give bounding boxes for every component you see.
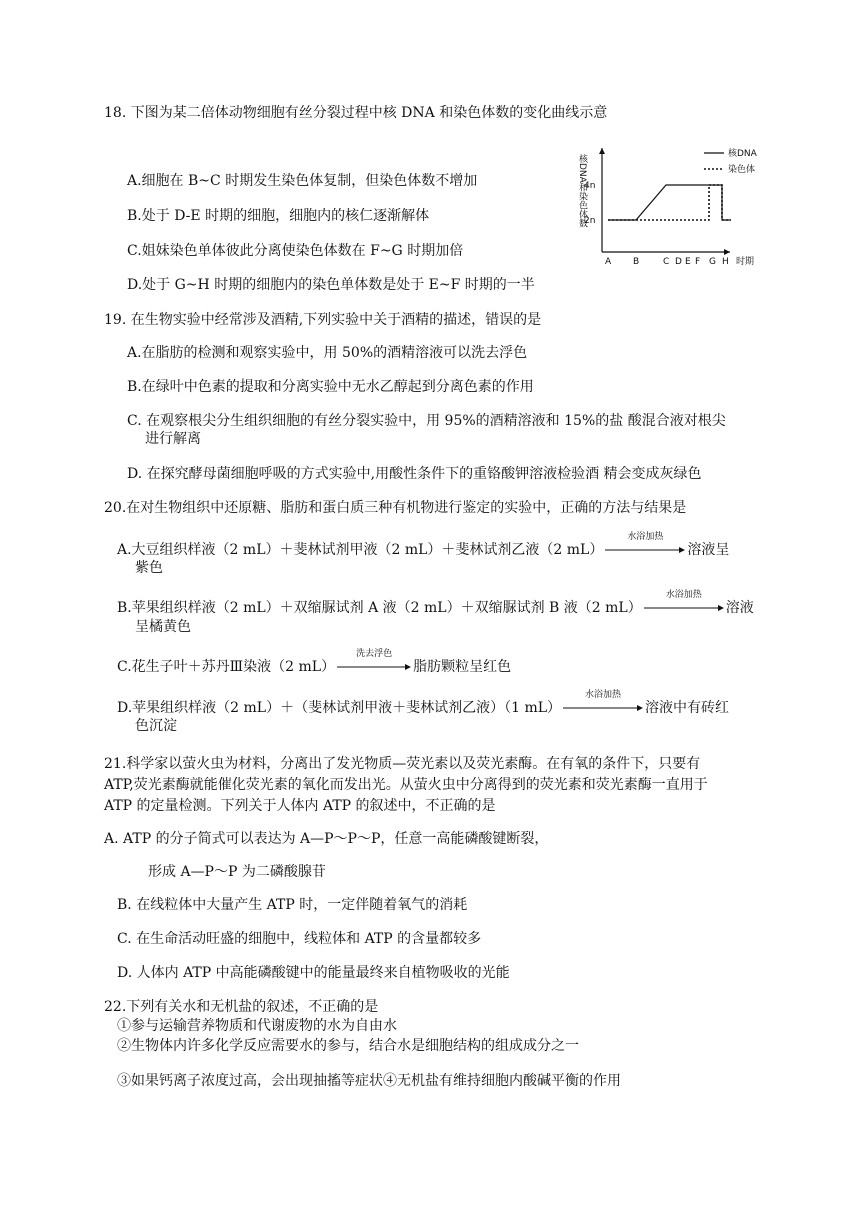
- q18-stem: 18. 下图为某二倍体动物细胞有丝分裂过程中核 DNA 和染色体数的变化曲线示意: [104, 105, 608, 121]
- x-axis-arrow: [724, 249, 730, 255]
- y-axis-label: 核DNA和染色体数: [577, 154, 587, 228]
- q19-option-b: B.在绿叶中色素的提取和分离实验中无水乙醇起到分离色素的作用: [127, 379, 534, 395]
- q19-option-c-line1: C. 在观察根尖分生组织细胞的有丝分裂实验中，用 95%的酒精溶液和 15%的盐 酸混合液对根尖: [127, 413, 726, 429]
- arrow-icon: [644, 590, 724, 613]
- q22-stem: 22.下列有关水和无机盐的叙述，不正确的是: [104, 999, 379, 1015]
- q19-option-c-line2: 进行解离: [145, 431, 201, 447]
- arrow-icon: [605, 532, 685, 555]
- x-tick-label: D: [675, 257, 682, 267]
- legend-label-chromosome: 染色体: [728, 165, 756, 175]
- x-tick-label: B: [633, 257, 640, 267]
- q21-stem-line2: ATP,荧光素酶就能催化荧光素的氧化而发出光。从萤火虫中分离得到的荧光素和荧光素酶一直用于: [104, 777, 708, 793]
- q20-option-c-result: 脂肪颗粒呈红色: [413, 659, 512, 675]
- q19-option-d: D. 在探究酵母菌细胞呼吸的方式实验中,用酸性条件下的重铬酸钾溶液检验酒 精会变成灰绿色: [127, 466, 702, 482]
- y-tick-label: 4n: [584, 181, 596, 191]
- q18-option-d: D.处于 G~H 时期的细胞内的染色单体数是处于 E~F 时期的一半: [127, 277, 535, 293]
- q19-option-a: A.在脂肪的检测和观察实验中，用 50%的酒精溶液可以洗去浮色: [127, 345, 528, 361]
- x-axis-label: 时期: [736, 257, 755, 267]
- q22-statement-2: ②生物体内许多化学反应需要水的参与，结合水是细胞结构的组成成分之一: [117, 1038, 579, 1054]
- dna-chromosome-chart: [572, 142, 772, 282]
- q21-option-a-line2: 形成 A—P～P 为二磷酸腺苷: [148, 864, 326, 880]
- q20-a-arrow-label: 水浴加热: [627, 532, 664, 542]
- q21-option-b: B. 在线粒体中大量产生 ATP 时，一定伴随着氧气的消耗: [117, 897, 468, 913]
- q20-option-a-result: 溶液呈: [687, 542, 730, 558]
- q21-option-a-line1: A. ATP 的分子简式可以表达为 A—P～P～P，任意一高能磷酸键断裂，: [104, 831, 549, 847]
- q20-stem: 20.在对生物组织中还原糖、脂肪和蛋白质三种有机物进行鉴定的实验中，正确的方法与结果是: [104, 500, 687, 516]
- series-line-chromosome: [608, 185, 731, 220]
- x-tick-label: E: [685, 257, 691, 267]
- q21-stem-line1: 21.科学家以萤火虫为材料，分离出了发光物质—荧光素以及荧光素酶。在有氧的条件下，只要有: [104, 756, 701, 772]
- y-axis-arrow: [599, 148, 605, 154]
- q20-b-arrow-label: 水浴加热: [665, 590, 702, 600]
- x-tick-label: A: [605, 257, 612, 267]
- q21-option-c: C. 在生命活动旺盛的细胞中，线粒体和 ATP 的含量都较多: [117, 931, 482, 947]
- q19-stem: 19. 在生物实验中经常涉及酒精,下列实验中关于酒精的描述，错误的是: [104, 312, 542, 328]
- q22-statement-1: ①参与运输营养物质和代谢废物的水为自由水: [117, 1018, 397, 1034]
- q20-option-b-result: 溶液: [725, 600, 754, 616]
- y-tick-label: 2n: [584, 216, 596, 226]
- x-tick-label: H: [722, 257, 729, 267]
- q20-option-c: [117, 649, 512, 677]
- q20-option-c-text: C.花生子叶＋苏丹Ⅲ染液（2 mL）: [117, 659, 336, 675]
- q18-option-a: A.细胞在 B~C 时期发生染色体复制，但染色体数不增加: [127, 173, 478, 189]
- q22-statement-3-4: ③如果钙离子浓度过高，会出现抽搐等症状④无机盐有维持细胞内酸碱平衡的作用: [117, 1073, 621, 1089]
- q20-option-d: [117, 690, 730, 718]
- arrow-icon: [337, 649, 411, 672]
- q20-option-b-text: B.苹果组织样液（2 mL）＋双缩脲试剂 A 液（2 mL）＋双缩脲试剂 B 液（2 mL）: [117, 600, 642, 616]
- q20-option-b-cont: 呈橘黄色: [135, 619, 191, 635]
- q20-option-a: [117, 532, 730, 560]
- legend-label-dna: 核DNA: [728, 149, 757, 159]
- series-line-dna: [608, 185, 731, 220]
- q20-option-d-cont: 色沉淀: [135, 718, 177, 734]
- q20-d-arrow-label: 水浴加热: [585, 690, 622, 700]
- q20-option-a-text: A.大豆组织样液（2 mL）＋斐林试剂甲液（2 mL）＋斐林试剂乙液（2 mL）: [117, 542, 604, 558]
- x-tick-label: F: [695, 257, 701, 267]
- q21-option-d: D. 人体内 ATP 中高能磷酸键中的能量最终来自植物吸收的光能: [117, 965, 510, 981]
- x-tick-label: C: [663, 257, 670, 267]
- q20-option-d-text: D.苹果组织样液（2 mL）＋（斐林试剂甲液＋斐林试剂乙液）（1 mL）: [117, 700, 562, 716]
- q18-option-b: B.处于 D-E 时期的细胞，细胞内的核仁逐渐解体: [127, 208, 430, 224]
- x-tick-label: G: [709, 257, 716, 267]
- q18-option-c: C.姐妹染色单体彼此分离使染色体数在 F~G 时期加倍: [127, 243, 464, 259]
- arrow-icon: [563, 690, 643, 713]
- q20-option-d-result: 溶液中有砖红: [645, 700, 730, 716]
- q20-option-b: [117, 590, 754, 618]
- q21-stem-line3: ATP 的定量检测。下列关于人体内 ATP 的叙述中，不正确的是: [104, 798, 496, 814]
- q20-option-a-cont: 紫色: [135, 560, 163, 576]
- q20-c-arrow-label: 洗去浮色: [356, 649, 393, 659]
